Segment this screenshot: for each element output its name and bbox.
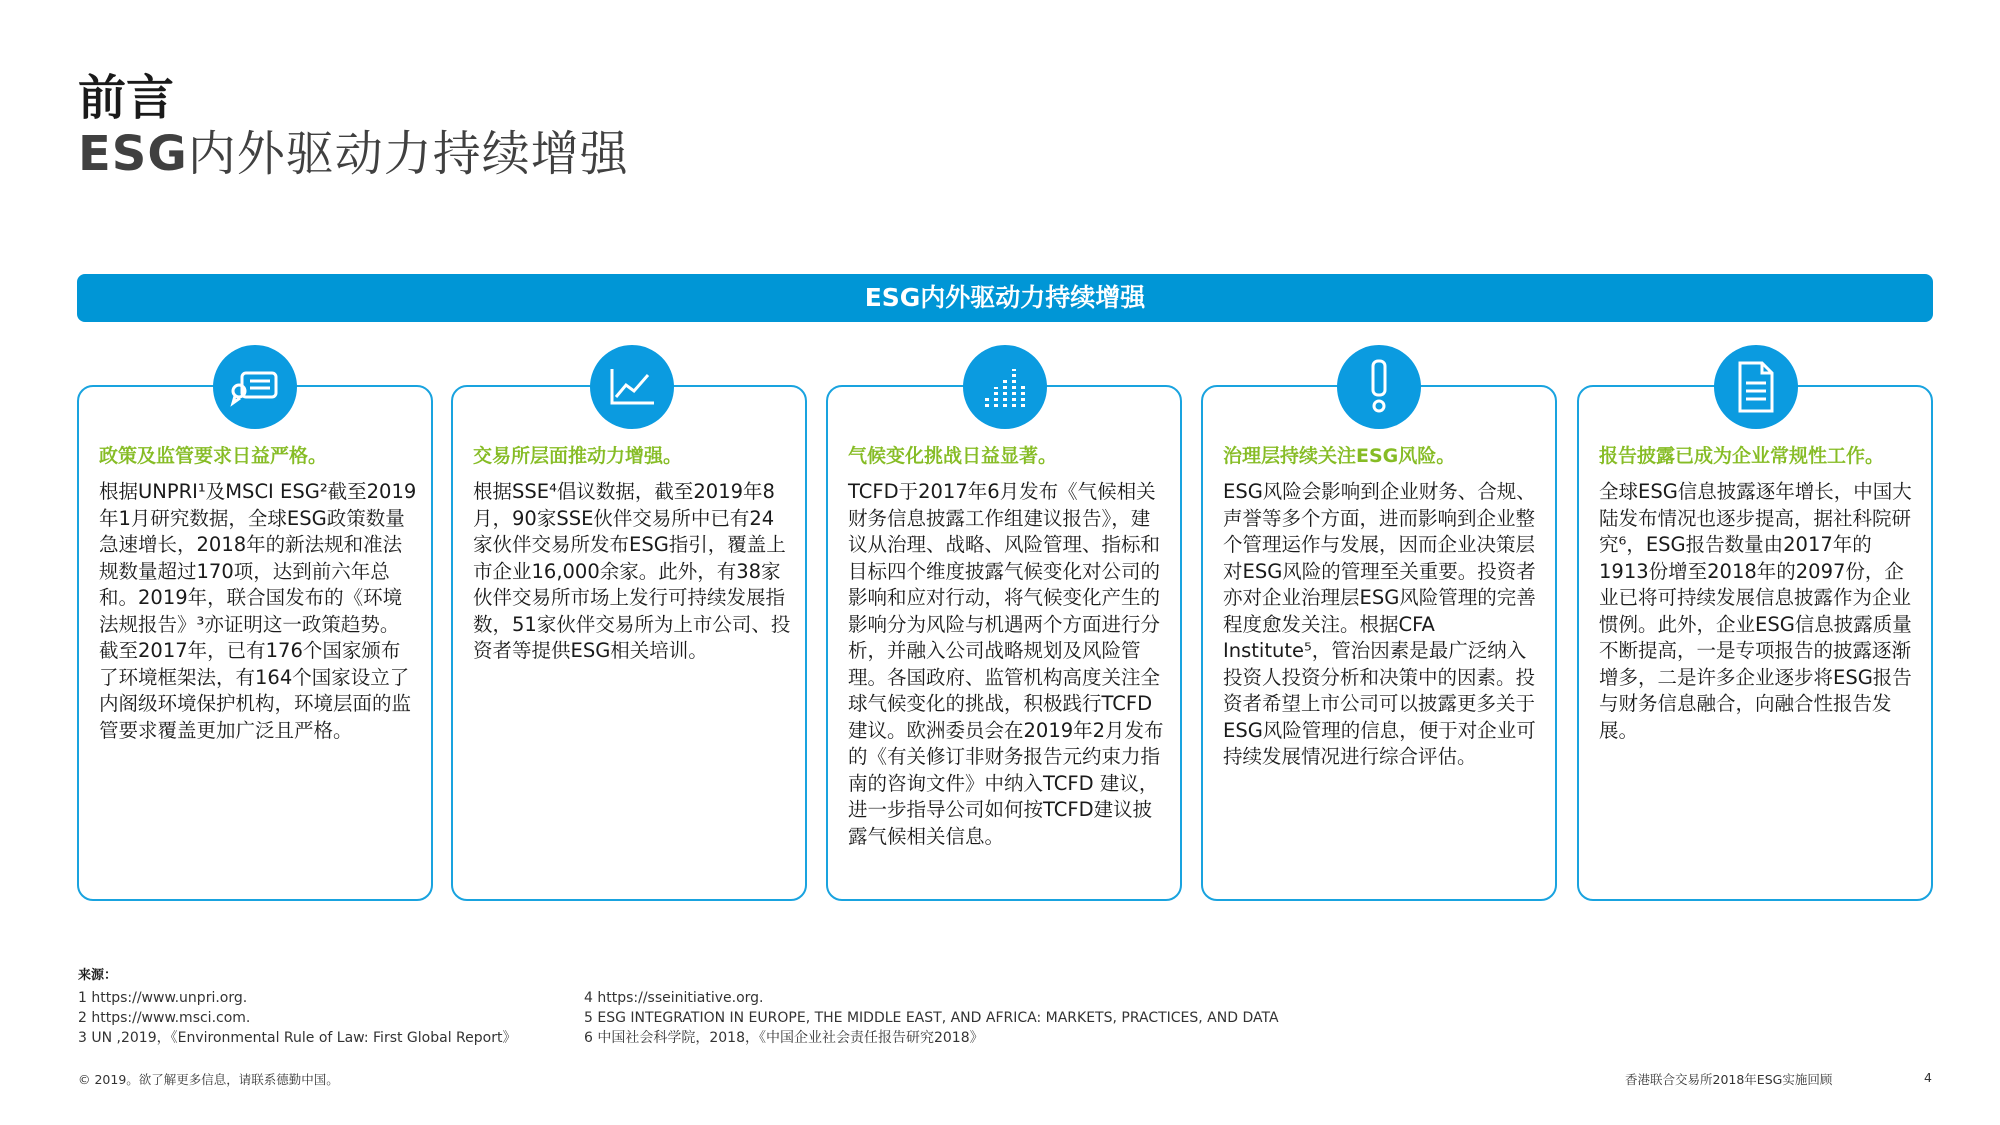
line-chart-icon <box>590 345 674 429</box>
card-governance <box>1201 385 1557 901</box>
card-reporting <box>1577 385 1933 901</box>
card-exchange <box>451 385 807 901</box>
card-heading: 气候变化挑战日益显著。 <box>848 445 1058 467</box>
card-body: ESG风险会影响到企业财务、合规、声誉等多个方面，进而影响到企业整个管理运作与发展，因而企业决策层对ESG风险的管理至关重要。投资者亦对企业治理层ESG风险管理的完善程度愈发关注。根据CFA Institute⁵，管治因素是最广泛纳入投资人投资分析和决策中的因素。投资者希望上市公司可以披露更多关于ESG风险管理的信息，便于对企业可持续发展情况进行综合评估。 <box>1223 480 1536 768</box>
card-body: 根据SSE⁴倡议数据，截至2019年8月，90家SSE伙伴交易所中已有24家伙伴交易所发布ESG指引，覆盖上市企业16,000余家。此外，有38家伙伴交易所市场上发行可持续发展指数，51家伙伴交易所为上市公司、投资者等提供ESG相关培训。 <box>473 480 791 662</box>
card-heading: 报告披露已成为企业常规性工作。 <box>1599 445 1885 467</box>
page-title-rest: 内外驱动力持续增强 <box>187 126 629 182</box>
bar-chart-icon <box>963 345 1047 429</box>
card-policy <box>77 385 433 901</box>
page-title-line2 <box>78 126 629 182</box>
card-body: TCFD于2017年6月发布《气候相关财务信息披露工作组建议报告》，建议从治理、战略、风险管理、指标和目标四个维度披露气候变化对公司的影响和应对行动，将气候变化产生的影响分为风险与机遇两个方面进行分析，并融入公司战略规划及风险管理。各国政府、监管机构高度关注全球气候变化的挑战，积极践行TCFD建议。欧洲委员会在2019年2月发布的《有关修订非财务报告元约束力指南的咨询文件》中纳入TCFD 建议，进一步指导公司如何按TCFD建议披露气候相关信息。 <box>848 480 1164 848</box>
document-icon <box>1714 345 1798 429</box>
card-heading: 治理层持续关注ESG风险。 <box>1223 445 1456 467</box>
source-2: 2 https://www.msci.com. <box>78 1010 251 1026</box>
page-title-line1: 前言 <box>78 70 175 126</box>
source-5: 5 ESG INTEGRATION IN EUROPE, THE MIDDLE EAST, AND AFRICA: MARKETS, PRACTICES, AND DATA <box>584 1010 1279 1026</box>
source-1: 1 https://www.unpri.org. <box>78 990 248 1006</box>
page-number: 4 <box>1924 1070 1932 1085</box>
page-title-esg: ESG <box>78 126 188 182</box>
chat-bubble-icon <box>213 345 297 429</box>
sources-label: 来源： <box>78 968 118 983</box>
source-3: 3 UN ,2019，《Environmental Rule of Law: First Global Report》 <box>78 1030 517 1046</box>
section-banner: ESG内外驱动力持续增强 <box>77 274 1933 322</box>
card-climate <box>826 385 1182 901</box>
exclamation-icon <box>1337 345 1421 429</box>
card-body: 根据UNPRI¹及MSCI ESG²截至2019年1月研究数据，全球ESG政策数量急速增长，2018年的新法规和准法规数量超过170项，达到前六年总和。2019年，联合国发布的《环境法规报告》³亦证明这一政策趋势。截至2017年，已有176个国家颁布了环境框架法，有164个国家设立了内阁级环境保护机构，环境层面的监管要求覆盖更加广泛且严格。 <box>99 480 417 742</box>
card-heading: 政策及监管要求日益严格。 <box>99 445 328 467</box>
source-6: 6 中国社会科学院，2018，《中国企业社会责任报告研究2018》 <box>584 1030 984 1046</box>
card-heading: 交易所层面推动力增强。 <box>473 445 683 467</box>
footer-copyright: © 2019。欲了解更多信息，请联系德勤中国。 <box>78 1072 339 1087</box>
source-4: 4 https://sseinitiative.org. <box>584 990 764 1006</box>
footer-report-title: 香港联合交易所2018年ESG实施回顾 <box>1625 1072 1833 1087</box>
card-body: 全球ESG信息披露逐年增长，中国大陆发布情况也逐步提高，据社科院研究⁶，ESG报告数量由2017年的1913份增至2018年的2097份，企业已将可持续发展信息披露作为企业惯例。此外，企业ESG信息披露质量不断提高，一是专项报告的披露逐渐增多，二是许多企业逐步将ESG报告与财务信息融合，向融合性报告发展。 <box>1599 480 1912 742</box>
